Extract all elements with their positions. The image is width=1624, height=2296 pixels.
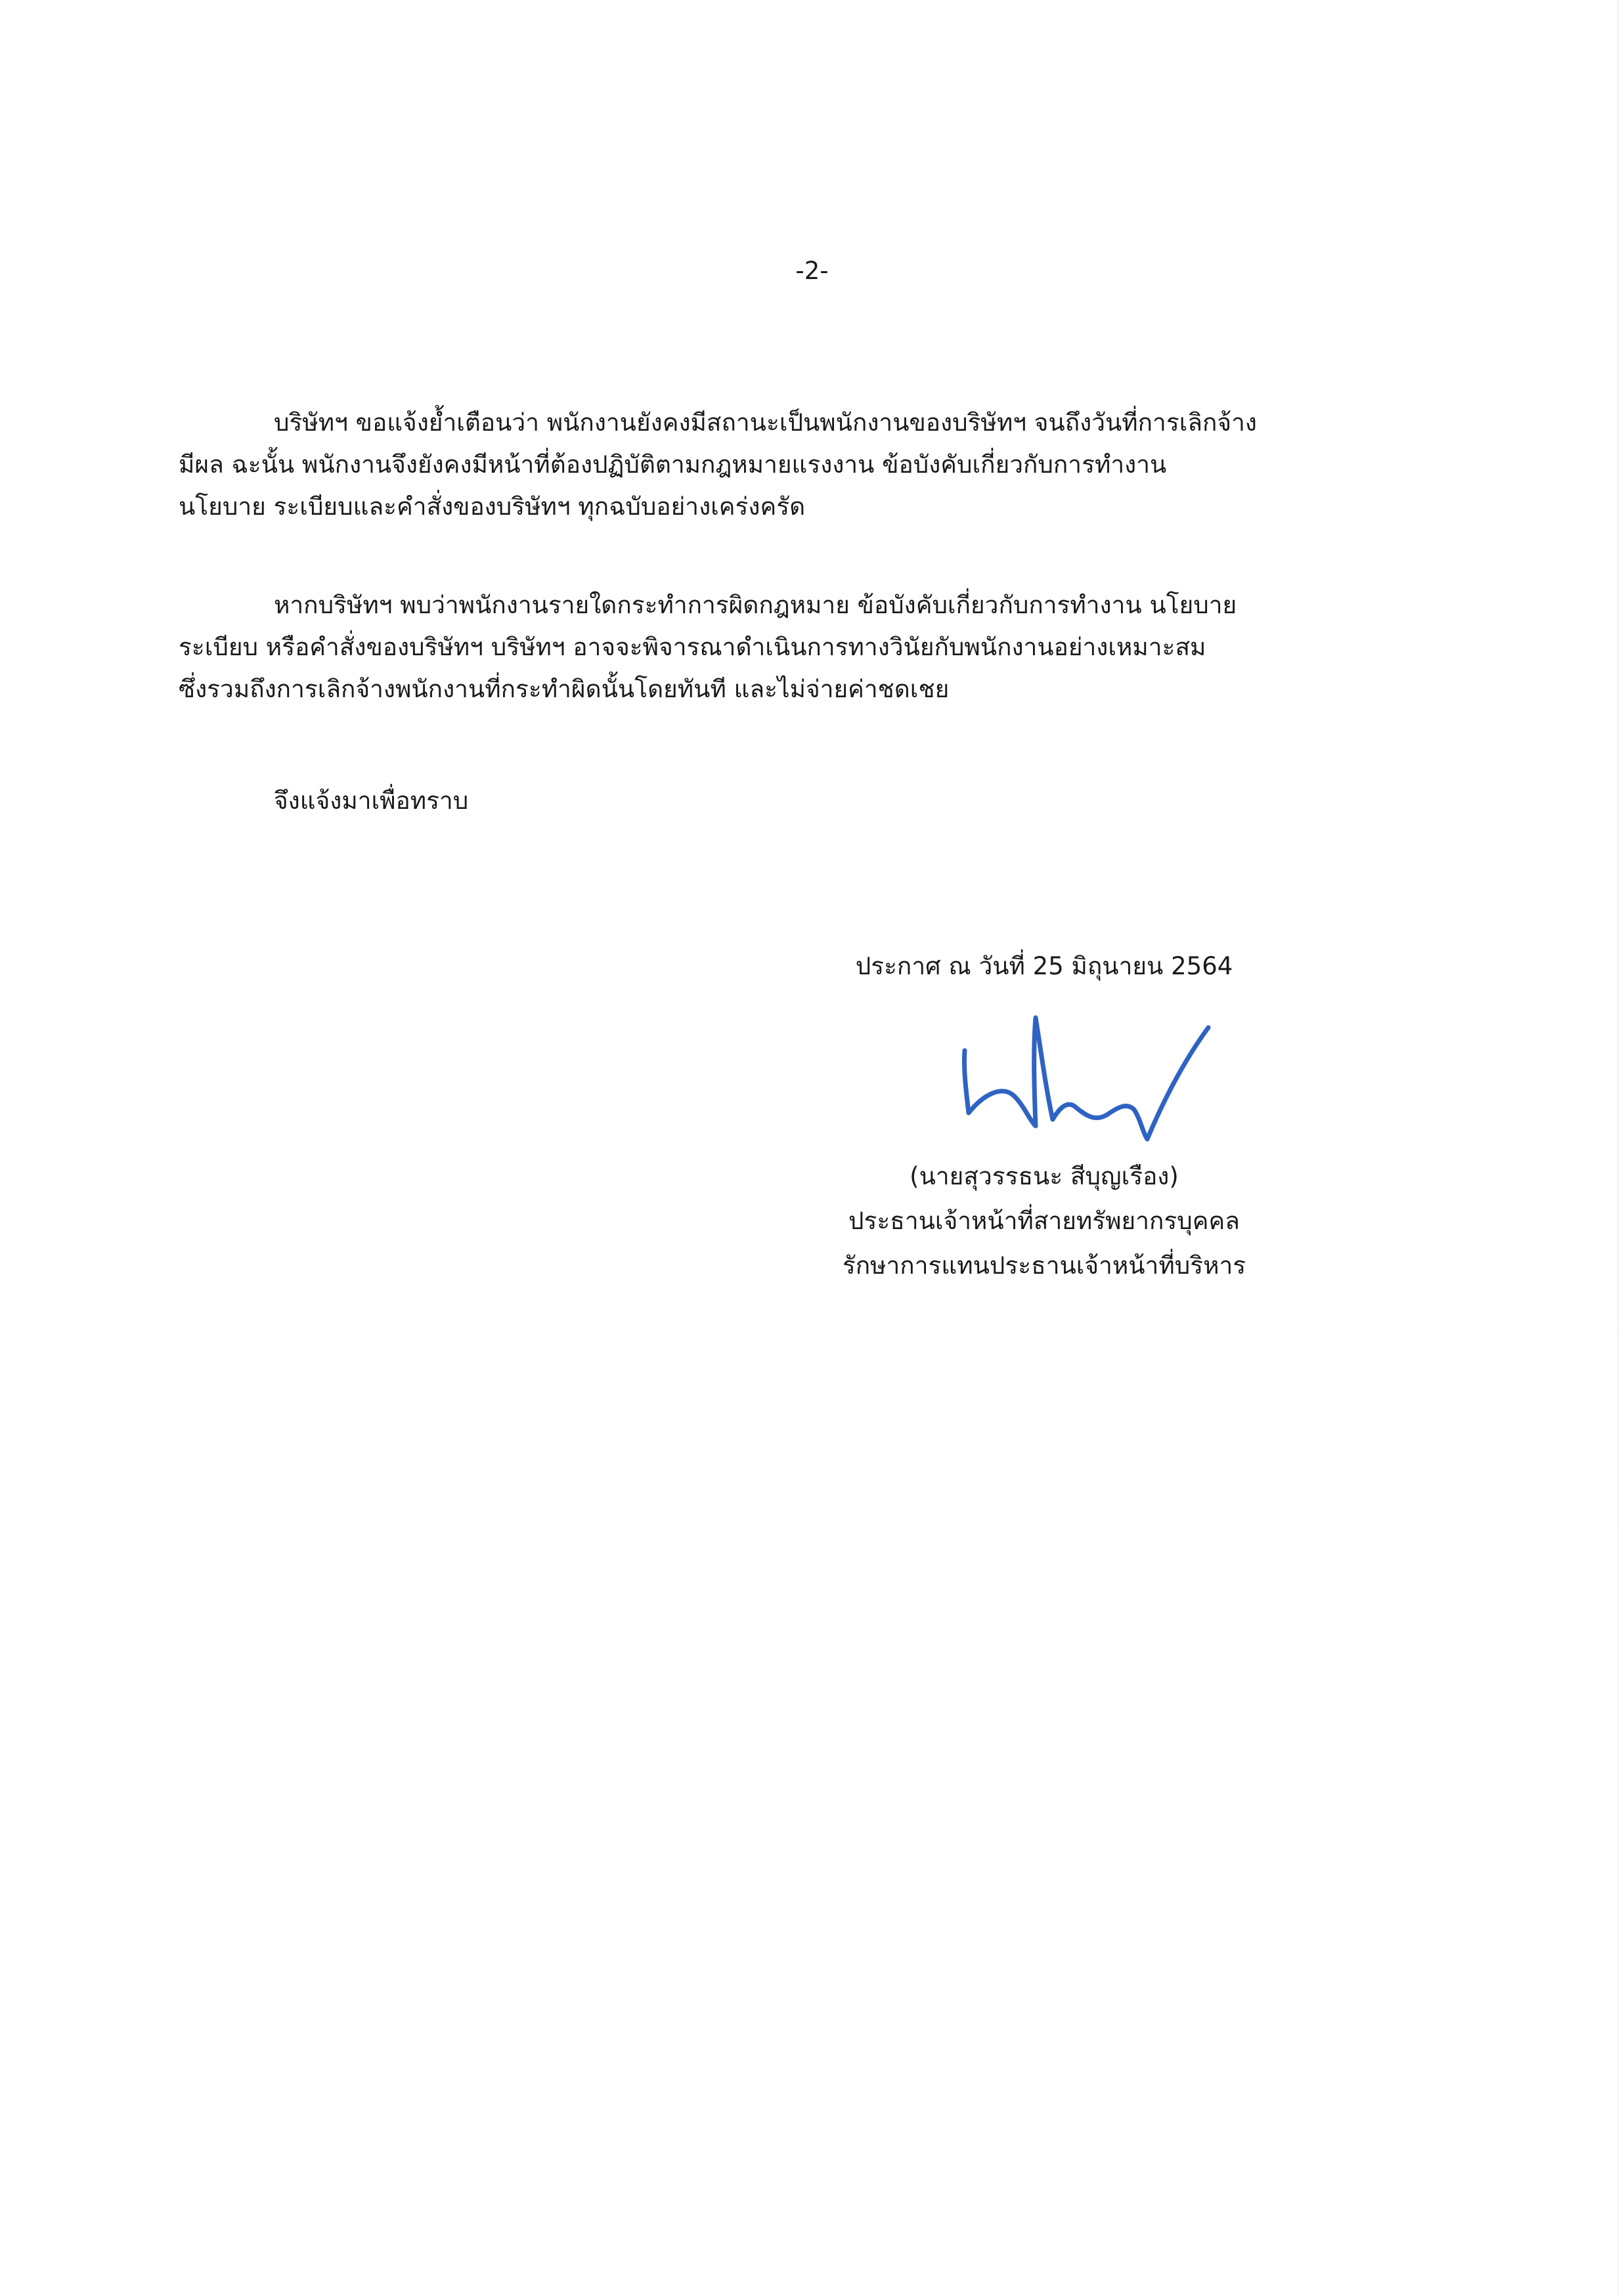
signer-acting-position: รักษาการแทนประธานเจ้าหน้าที่บริหาร [842, 1251, 1246, 1280]
signature-stroke [964, 1018, 1208, 1139]
paragraph-line: นโยบาย ระเบียบและคำสั่งของบริษัทฯ ทุกฉบับอย่างเคร่งครัด [179, 492, 806, 521]
paragraph-line: จึงแจ้งมาเพื่อทราบ [274, 787, 469, 815]
paragraph-line: บริษัทฯ ขอแจ้งย้ำเตือนว่า พนักงานยังคงมีสถานะเป็นพนักงานของบริษัทฯ จนถึงวันที่การเลิกจ้าง [274, 408, 1257, 437]
paragraph-line: หากบริษัทฯ พบว่าพนักงานรายใดกระทำการผิดกฎหมาย ข้อบังคับเกี่ยวกับการทำงาน นโยบาย [274, 591, 1237, 619]
signer-name: (นายสุวรรธนะ สีบุญเรือง) [910, 1162, 1179, 1190]
signature-image [955, 991, 1231, 1142]
paragraph-line: ซึ่งรวมถึงการเลิกจ้างพนักงานที่กระทำผิดนั้นโดยทันที และไม่จ่ายค่าชดเชย [179, 675, 950, 703]
page-number: -2- [795, 257, 829, 285]
paragraph-line: มีผล ฉะนั้น พนักงานจึงยังคงมีหน้าที่ต้องปฏิบัติตามกฎหมายแรงงาน ข้อบังคับเกี่ยวกับการทำงาน [179, 450, 1167, 479]
paragraph-reminder [179, 402, 1426, 528]
signer-position: ประธานเจ้าหน้าที่สายทรัพยากรบุคคล [848, 1207, 1240, 1235]
announcement-date: ประกาศ ณ วันที่ 25 มิถุนายน 2564 [855, 952, 1233, 980]
paragraph-discipline [179, 584, 1426, 710]
scan-edge-line [1617, 0, 1619, 2296]
paragraph-acknowledge [179, 780, 1426, 822]
paragraph-line: ระเบียบ หรือคำสั่งของบริษัทฯ บริษัทฯ อาจจะพิจารณาดำเนินการทางวินัยกับพนักงานอย่างเหมาะสม [179, 633, 1206, 661]
